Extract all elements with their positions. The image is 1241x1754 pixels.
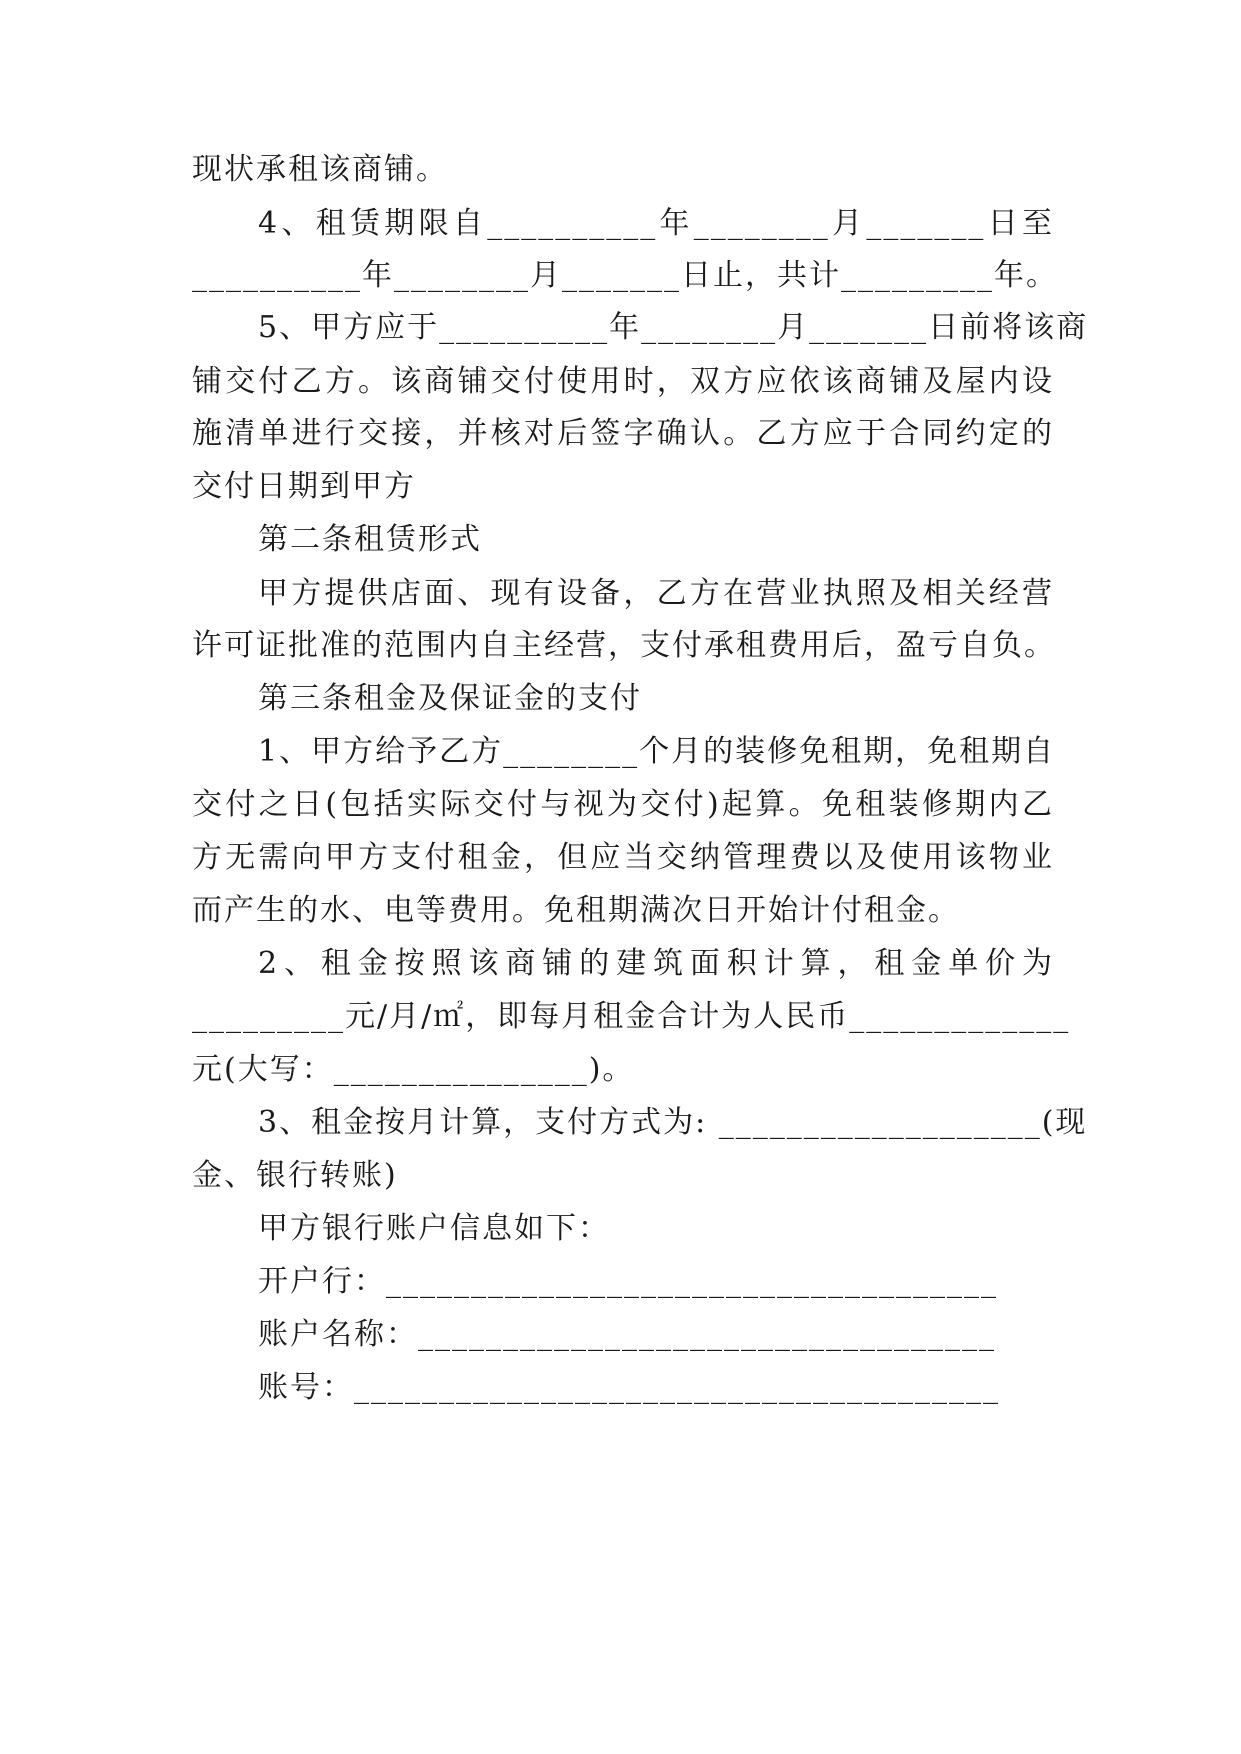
- text-line: 金、银行转账): [192, 1158, 398, 1193]
- text-line: 施清单进行交接，并核对后签字确认。乙方应于合同约定的: [192, 416, 1054, 451]
- text-line: 铺交付乙方。该商铺交付使用时，双方应依该商铺及屋内设: [192, 364, 1054, 399]
- text-line: 许可证批准的范围内自主经营，支付承租费用后，盈亏自负。: [192, 628, 1056, 663]
- text-line: 1、甲方给予乙方________个月的装修免租期，免租期自: [258, 734, 1056, 769]
- text-line: 而产生的水、电等费用。免租期满次日开始计付租金。: [192, 893, 960, 928]
- account-number-field: 账号：______________________________________: [258, 1370, 1000, 1405]
- text-line: 3、租金按月计算，支付方式为: ___________________(现: [258, 1105, 1088, 1140]
- text-line: 4、租赁期限自__________年________月_______日至: [258, 206, 1054, 241]
- text-line: __________年________月_______日止，共计_________年。: [192, 258, 1058, 293]
- section-heading: 第二条租赁形式: [258, 522, 482, 557]
- text-line: 交付日期到甲方: [192, 469, 416, 504]
- text-line: 现状承租该商铺。: [192, 152, 448, 187]
- text-line: 交付之日(包括实际交付与视为交付)起算。免租装修期内乙: [192, 787, 1054, 822]
- bank-field: 开户行：____________________________________: [258, 1264, 998, 1299]
- text-line: 甲方提供店面、现有设备，乙方在营业执照及相关经营: [258, 576, 1054, 611]
- text-line: 方无需向甲方支付租金，但应当交纳管理费以及使用该物业: [192, 840, 1054, 875]
- account-name-field: 账户名称：__________________________________: [258, 1317, 996, 1352]
- text-line: 元(大写：_______________)。: [192, 1052, 635, 1087]
- text-line: 5、甲方应于__________年________月_______日前将该商: [258, 310, 1089, 345]
- section-heading: 第三条租金及保证金的支付: [258, 681, 642, 716]
- text-line: 2、租金按照该商铺的建筑面积计算，租金单价为: [258, 946, 1054, 981]
- text-line: 甲方银行账户信息如下：: [258, 1211, 610, 1246]
- text-line: _________元/月/㎡，即每月租金合计为人民币_____________: [192, 999, 1071, 1034]
